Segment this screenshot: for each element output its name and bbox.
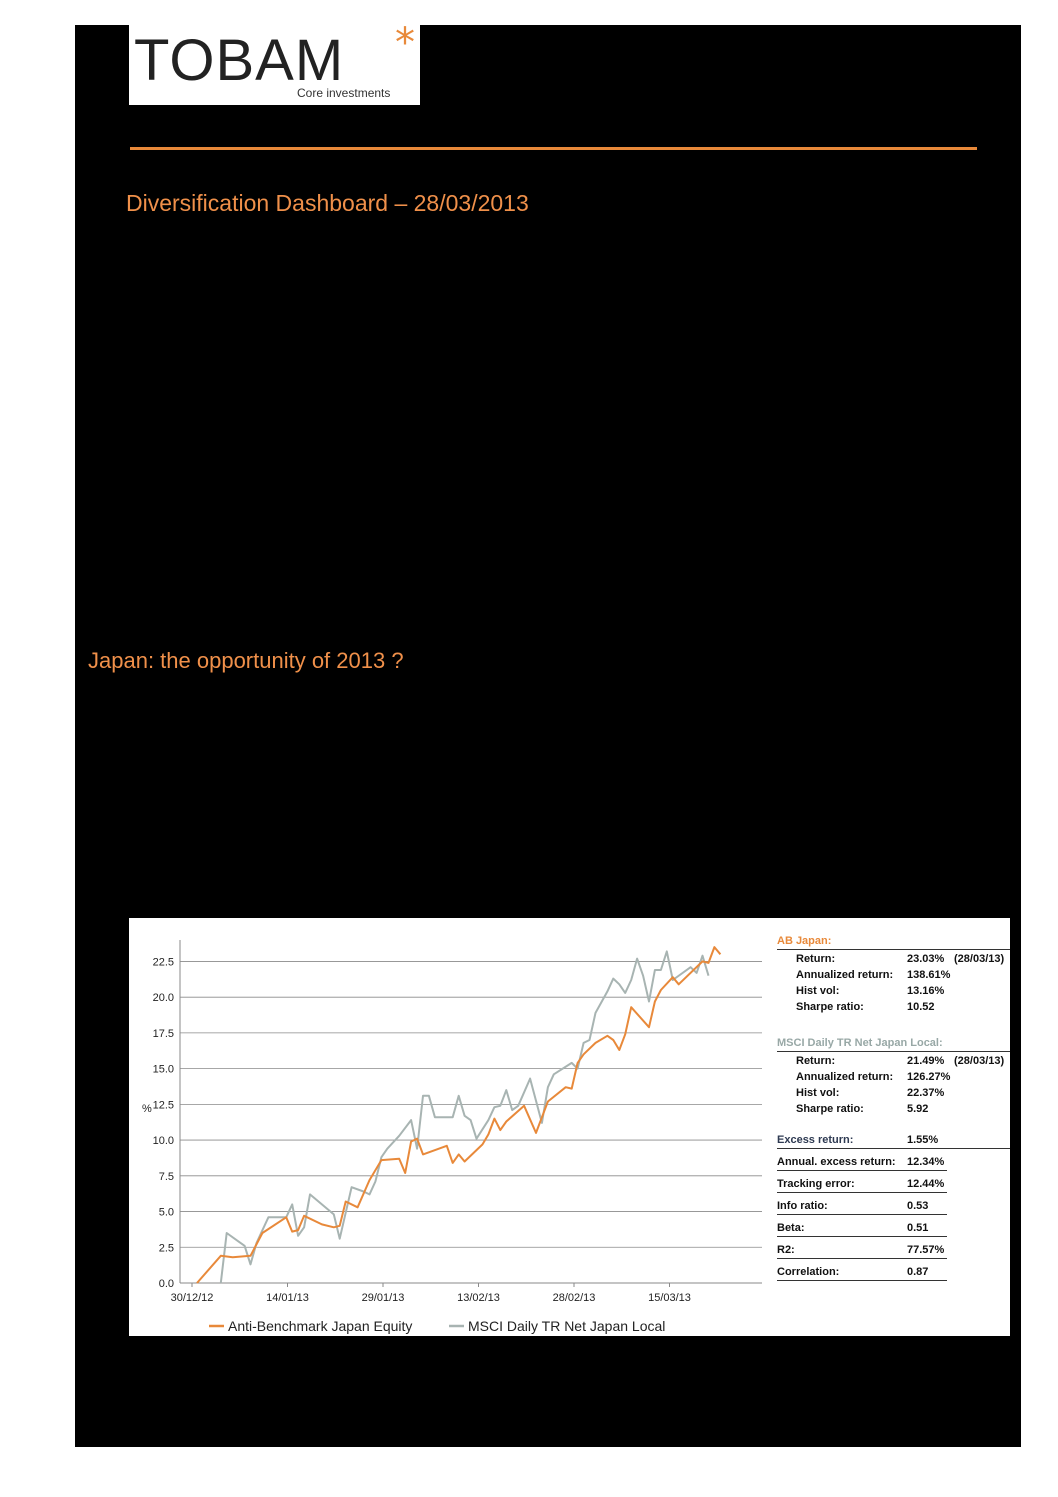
x-tick-label: 28/02/13 <box>552 1292 596 1304</box>
ab-stat-label: Sharpe ratio: <box>796 1001 864 1013</box>
relative-stat-value: 12.34% <box>907 1156 945 1168</box>
relative-stat-label: Beta: <box>777 1222 805 1234</box>
ab-japan-header: AB Japan: <box>777 935 832 947</box>
relative-stat-label: Annual. excess return: <box>777 1156 896 1168</box>
relative-stat-value: 12.44% <box>907 1178 945 1190</box>
stats-row-underline <box>777 1170 947 1171</box>
msci-stat-label: Hist vol: <box>796 1087 840 1099</box>
y-tick-label: 2.5 <box>158 1242 174 1255</box>
relative-stat-value: 1.55% <box>907 1134 939 1146</box>
y-tick-label: 5.0 <box>158 1206 174 1219</box>
stats-row-underline <box>777 1236 947 1237</box>
stats-divider <box>777 1051 1010 1052</box>
x-tick-label: 14/01/13 <box>266 1292 309 1304</box>
stats-row-underline <box>777 1148 1010 1149</box>
logo-star-icon: * <box>395 20 415 66</box>
y-tick-label: 15.0 <box>152 1063 174 1076</box>
stats-row-underline <box>777 1192 947 1193</box>
stats-row-underline <box>777 1280 947 1281</box>
relative-stat-value: 0.53 <box>907 1200 929 1212</box>
ab-stat-label: Annualized return: <box>796 969 894 981</box>
stats-row-underline <box>777 1214 947 1215</box>
logo-wordmark: TOBAM <box>134 28 345 93</box>
y-tick-label: 0.0 <box>158 1278 174 1290</box>
stats-row-underline <box>777 1258 947 1259</box>
msci-stat-label: Annualized return: <box>796 1071 894 1083</box>
relative-stat-value: 0.87 <box>907 1266 929 1278</box>
logo-tagline: Core investments <box>297 86 391 100</box>
relative-stat-label: Info ratio: <box>777 1200 828 1212</box>
legend-label: Anti-Benchmark Japan Equity <box>228 1318 413 1334</box>
legend-label: MSCI Daily TR Net Japan Local <box>468 1318 666 1334</box>
relative-stat-label: R2: <box>777 1244 795 1256</box>
x-tick-label: 13/02/13 <box>457 1292 500 1304</box>
msci-stat-label: Sharpe ratio: <box>796 1103 864 1115</box>
relative-stat-label: Tracking error: <box>777 1178 855 1190</box>
x-tick-label: 30/12/12 <box>170 1292 214 1304</box>
chart-panel <box>129 918 1010 1336</box>
ab-stat-value: 138.61% <box>907 969 951 981</box>
y-tick-label: 7.5 <box>158 1170 174 1183</box>
y-tick-label: 22.5 <box>152 956 174 969</box>
ab-stat-value: 23.03% <box>907 953 945 965</box>
msci-stat-value: 126.27% <box>907 1071 951 1083</box>
page-title: Diversification Dashboard – 28/03/2013 <box>126 190 529 216</box>
x-tick-label: 29/01/13 <box>361 1292 405 1304</box>
relative-stat-value: 77.57% <box>907 1244 945 1256</box>
ab-stat-value: 10.52 <box>907 1001 935 1013</box>
x-tick-label: 15/03/13 <box>648 1292 691 1304</box>
ab-stat-label: Hist vol: <box>796 985 840 997</box>
ab-stat-value: 13.16% <box>907 985 945 997</box>
y-tick-label: 12.5 <box>152 1099 174 1112</box>
relative-stat-value: 0.51 <box>907 1222 929 1234</box>
msci-header: MSCI Daily TR Net Japan Local: <box>777 1037 943 1049</box>
statistics-panel <box>129 918 1010 1336</box>
relative-stat-label: Excess return: <box>777 1134 854 1146</box>
y-tick-label: 17.5 <box>152 1027 174 1040</box>
y-axis-label: % <box>142 1103 152 1115</box>
y-tick-label: 10.0 <box>152 1135 174 1148</box>
msci-stat-label: Return: <box>796 1055 836 1067</box>
ab-stat-date: (28/03/13) <box>954 953 1005 965</box>
relative-stat-label: Correlation: <box>777 1266 840 1278</box>
msci-stat-date: (28/03/13) <box>954 1055 1005 1067</box>
header-divider <box>130 147 977 150</box>
stats-divider <box>777 949 1010 950</box>
ab-stat-label: Return: <box>796 953 836 965</box>
y-tick-label: 20.0 <box>152 992 174 1005</box>
section-heading: Japan: the opportunity of 2013 ? <box>88 648 404 673</box>
msci-stat-value: 5.92 <box>907 1103 929 1115</box>
tobam-logo <box>129 20 420 105</box>
msci-stat-value: 21.49% <box>907 1055 945 1067</box>
msci-stat-value: 22.37% <box>907 1087 945 1099</box>
